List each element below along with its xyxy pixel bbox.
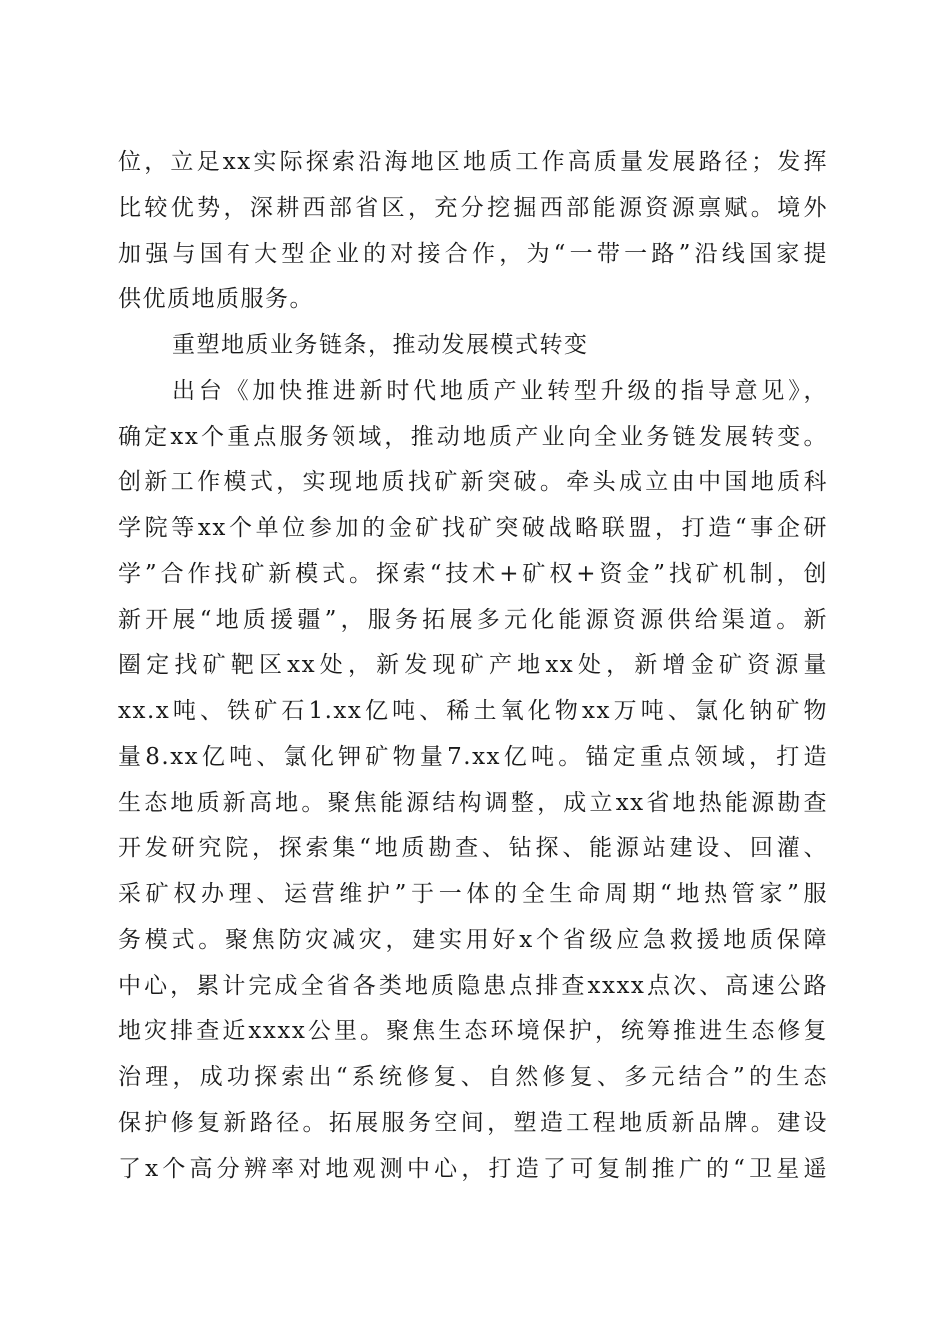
- text-line: 圈定找矿靶区xx处，新发现矿产地xx处，新增金矿资源量: [118, 652, 828, 679]
- text-line: 中心，累计完成全省各类地质隐患点排查xxxx点次、高速公路: [118, 972, 828, 999]
- text-line: 保护修复新路径。拓展服务空间，塑造工程地质新品牌。建设: [118, 1109, 828, 1136]
- text-line: 比较优势，深耕西部省区，充分挖掘西部能源资源禀赋。境外: [118, 194, 828, 221]
- text-line: 学”合作找矿新模式。探索“技术+矿权+资金”找矿机制，创: [118, 560, 828, 587]
- text-line: 治理，成功探索出“系统修复、自然修复、多元结合”的生态: [118, 1064, 828, 1090]
- paragraph-3: [118, 369, 828, 1193]
- text-line: 生态地质新高地。聚焦能源结构调整，成立xx省地热能源勘查: [118, 789, 828, 816]
- text-line: 出台《加快推进新时代地质产业转型升级的指导意见》，: [172, 377, 828, 404]
- section-heading: [118, 323, 828, 369]
- text-line: 供优质地质服务。: [118, 286, 314, 313]
- text-line: 务模式。聚焦防灾减灾，建实用好x个省级应急救援地质保障: [118, 926, 828, 953]
- text-line: 采矿权办理、运营维护”于一体的全生命周期“地热管家”服: [118, 881, 828, 907]
- paragraph-1: [118, 140, 828, 323]
- text-line: 量8.xx亿吨、氯化钾矿物量7.xx亿吨。锚定重点领域，打造: [118, 743, 828, 770]
- text-line: 确定xx个重点服务领域，推动地质产业向全业务链发展转变。: [118, 423, 828, 450]
- section-heading-text: 重塑地质业务链条，推动发展模式转变: [172, 332, 589, 358]
- text-line: 新开展“地质援疆”，服务拓展多元化能源资源供给渠道。新: [118, 606, 828, 633]
- document-body: [118, 140, 828, 1192]
- text-line: 了x个高分辨率对地观测中心，打造了可复制推广的“卫星遥: [118, 1155, 828, 1182]
- text-line: 开发研究院，探索集“地质勘查、钻探、能源站建设、回灌、: [118, 835, 828, 862]
- text-line: 创新工作模式，实现地质找矿新突破。牵头成立由中国地质科: [118, 469, 828, 496]
- text-line: xx.x吨、铁矿石1.xx亿吨、稀土氧化物xx万吨、氯化钠矿物: [118, 698, 828, 724]
- text-line: 位，立足xx实际探索沿海地区地质工作高质量发展路径；发挥: [118, 149, 828, 175]
- text-line: 学院等xx个单位参加的金矿找矿突破战略联盟，打造“事企研: [118, 515, 828, 541]
- text-line: 地灾排查近xxxx公里。聚焦生态环境保护，统筹推进生态修复: [118, 1018, 828, 1045]
- text-line: 加强与国有大型企业的对接合作，为“一带一路”沿线国家提: [118, 240, 828, 267]
